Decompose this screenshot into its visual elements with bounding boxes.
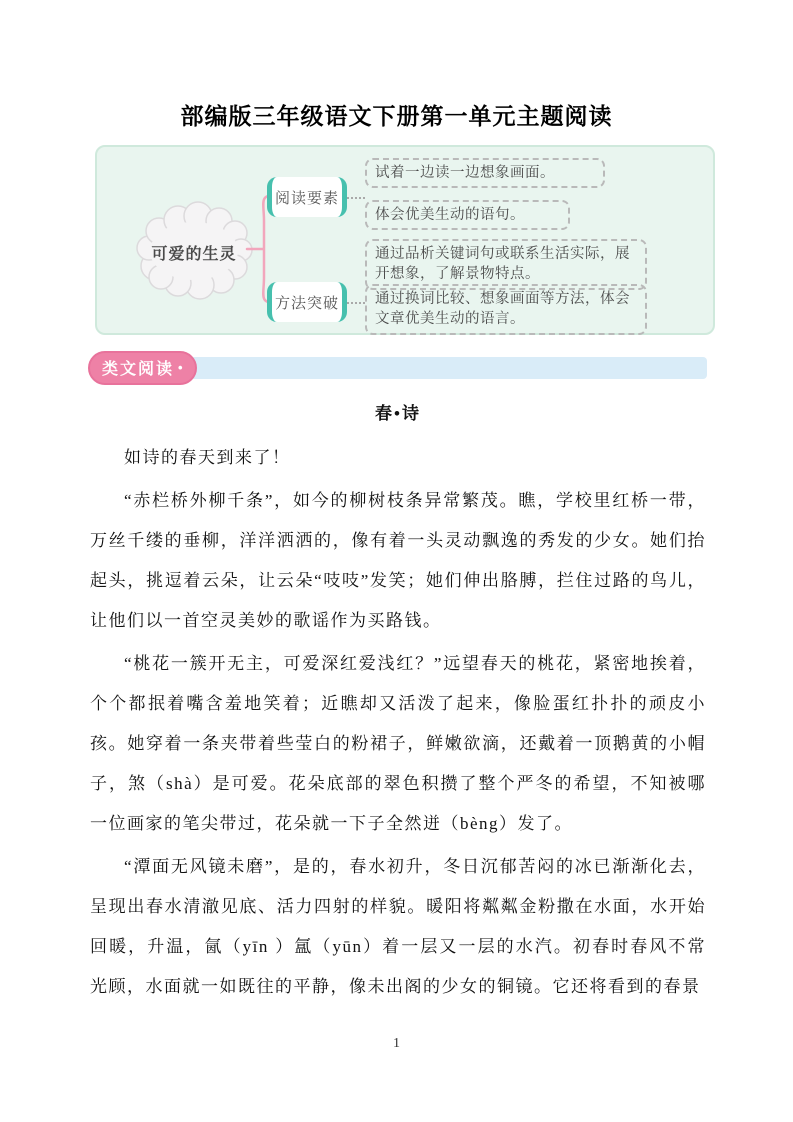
mindmap-node-label: 阅读要素 [274,189,339,207]
section-badge [88,351,197,385]
article-paragraph: “桃花一簇开无主，可爱深红爱浅红？”远望春天的桃花，紧密地挨着，个个都抿着嘴含羞地笑着；近瞧却又活泼了起来，像脸蛋红扑扑的顽皮小孩。她穿着一条夹带着些莹白的粉裙子，鲜嫩欲滴，还戴着一顶鹅黄的小帽子，煞（shà）是可爱。花朵底部的翠色积攒了整个严冬的希望，不知被哪一位画家的笔尖带过，花朵就一下子全然迸（bèng）发了。 [90,654,706,833]
article-body [90,396,706,1010]
article-paragraph: 如诗的春天到来了！ [124,448,291,467]
article-paragraph: “赤栏桥外柳千条”，如今的柳树枝条异常繁茂。瞧，学校里红桥一带，万丝千缕的垂柳，洋洋洒洒的，像有着一头灵动飘逸的秀发的少女。她们抬起头，挑逗着云朵，让云朵“吱吱”发笑；她们伸出胳膊，拦住过路的鸟儿，让他们以一首空灵美妙的歌谣作为买路钱。 [90,491,706,630]
article-paragraph: “潭面无风镜未磨”，是的，春水初升，冬日沉郁苦闷的冰已渐渐化去，呈现出春水清澈见底、活力四射的样貌。暖阳将粼粼金粉撒在水面，水开始回暖，升温，氤（yīn ）氲（yūn）着一层又一层的水汽。初春时春风不常光顾，水面就一如既往的平静，像未出阁的少女的铜镜。它还将看到的春景 [90,857,706,996]
mindmap-point-box: 试着一边读一边想象画面。 [365,158,605,188]
mindmap-node-method-breakthrough [267,282,347,322]
mindmap-node-reading-elements [267,177,347,217]
cloud-root-node [135,200,253,304]
section-badge-label: 类文阅读 [102,361,175,378]
dotted-connector [347,197,365,199]
mindmap-node-label: 方法突破 [274,294,339,312]
mindmap-point-box: 通过品析关键词句或联系生活实际，展开想象，了解景物特点。 [365,239,647,290]
dotted-connector [347,302,365,304]
mindmap-root-label: 可爱的生灵 [151,245,237,263]
badge-bullet-icon: • [178,360,183,375]
page-title: 部编版三年级语文下册第一单元主题阅读 [180,104,613,129]
article-title: 春•诗 [375,404,421,423]
mindmap-point-box: 体会优美生动的语句。 [365,200,570,230]
page-number: 1 [393,1036,400,1051]
mindmap-panel [95,145,715,335]
mindmap-point-box: 通过换词比较、想象画面等方法，体会文章优美生动的语言。 [365,284,647,335]
